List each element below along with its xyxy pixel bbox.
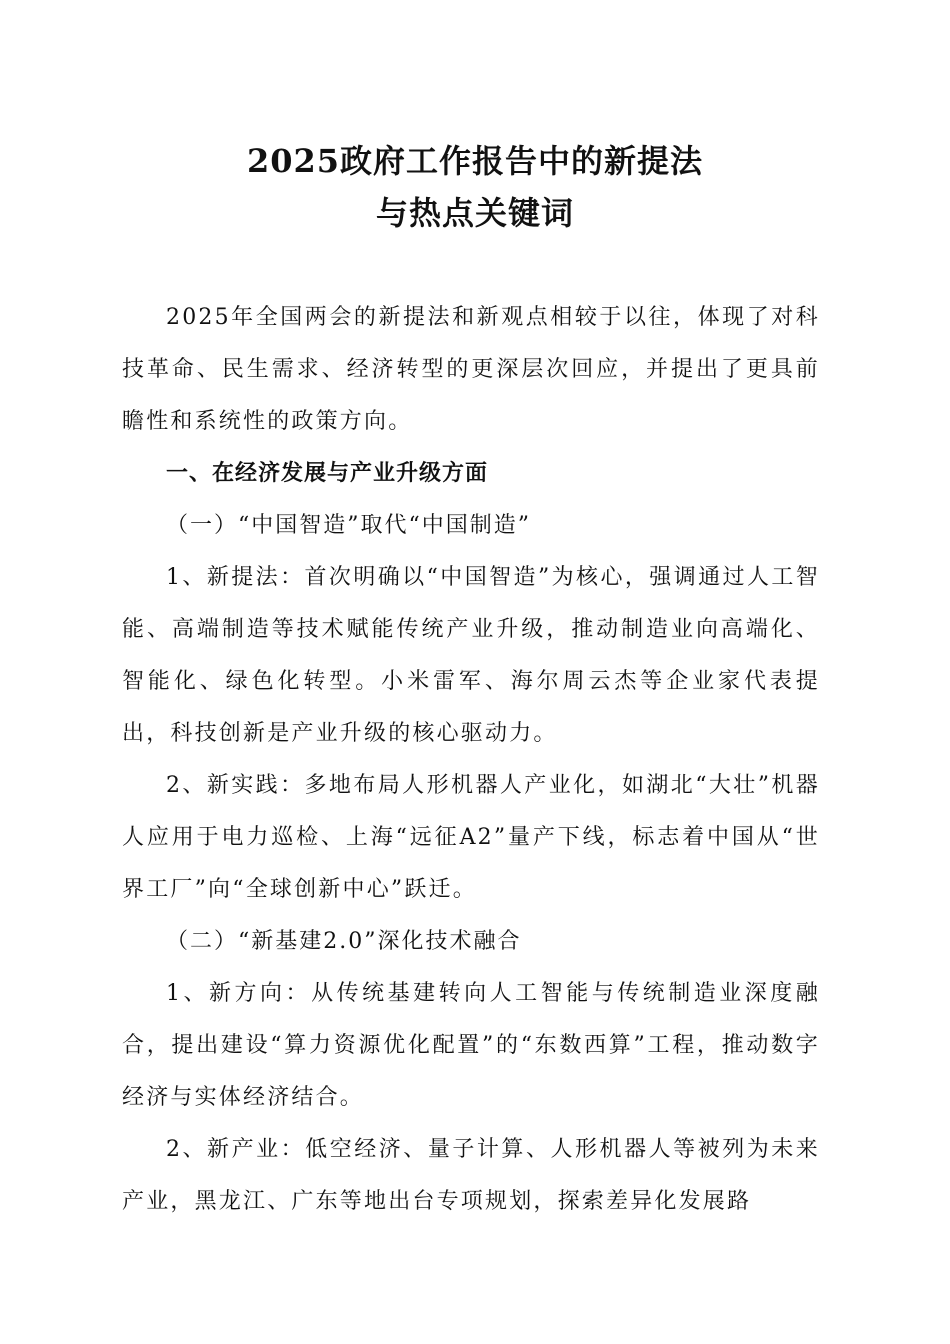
paragraph-2-1: 1、新方向：从传统基建转向人工智能与传统制造业深度融合，提出建设“算力资源优化配置”的“东数西算”工程，推动数字经济与实体经济结合。 <box>122 981 820 1110</box>
subsection-heading-2: （二）“新基建2.0”深化技术融合 <box>166 929 522 954</box>
document-body <box>122 292 820 1228</box>
paragraph-2-2: 2、新产业：低空经济、量子计算、人形机器人等被列为未来产业，黑龙江、广东等地出台专项规划，探索差异化发展路 <box>122 1137 820 1214</box>
section-heading: 一、在经济发展与产业升级方面 <box>166 461 489 486</box>
document-title-line1: 2025政府工作报告中的新提法 <box>246 142 704 180</box>
paragraph-1-2: 2、新实践：多地布局人形机器人产业化，如湖北“大壮”机器人应用于电力巡检、上海“远征A2”量产下线，标志着中国从“世界工厂”向“全球创新中心”跃迁。 <box>122 773 820 902</box>
paragraph-1-1: 1、新提法：首次明确以“中国智造”为核心，强调通过人工智能、高端制造等技术赋能传统产业升级，推动制造业向高端化、智能化、绿色化转型。小米雷军、海尔周云杰等企业家代表提出，科技创新是产业升级的核心驱动力。 <box>122 565 820 746</box>
subsection-heading-1: （一）“中国智造”取代“中国制造” <box>166 513 531 538</box>
intro-paragraph: 2025年全国两会的新提法和新观点相较于以往，体现了对科技革命、民生需求、经济转型的更深层次回应，并提出了更具前瞻性和系统性的政策方向。 <box>122 305 820 434</box>
document-title-line2: 与热点关键词 <box>375 194 574 232</box>
